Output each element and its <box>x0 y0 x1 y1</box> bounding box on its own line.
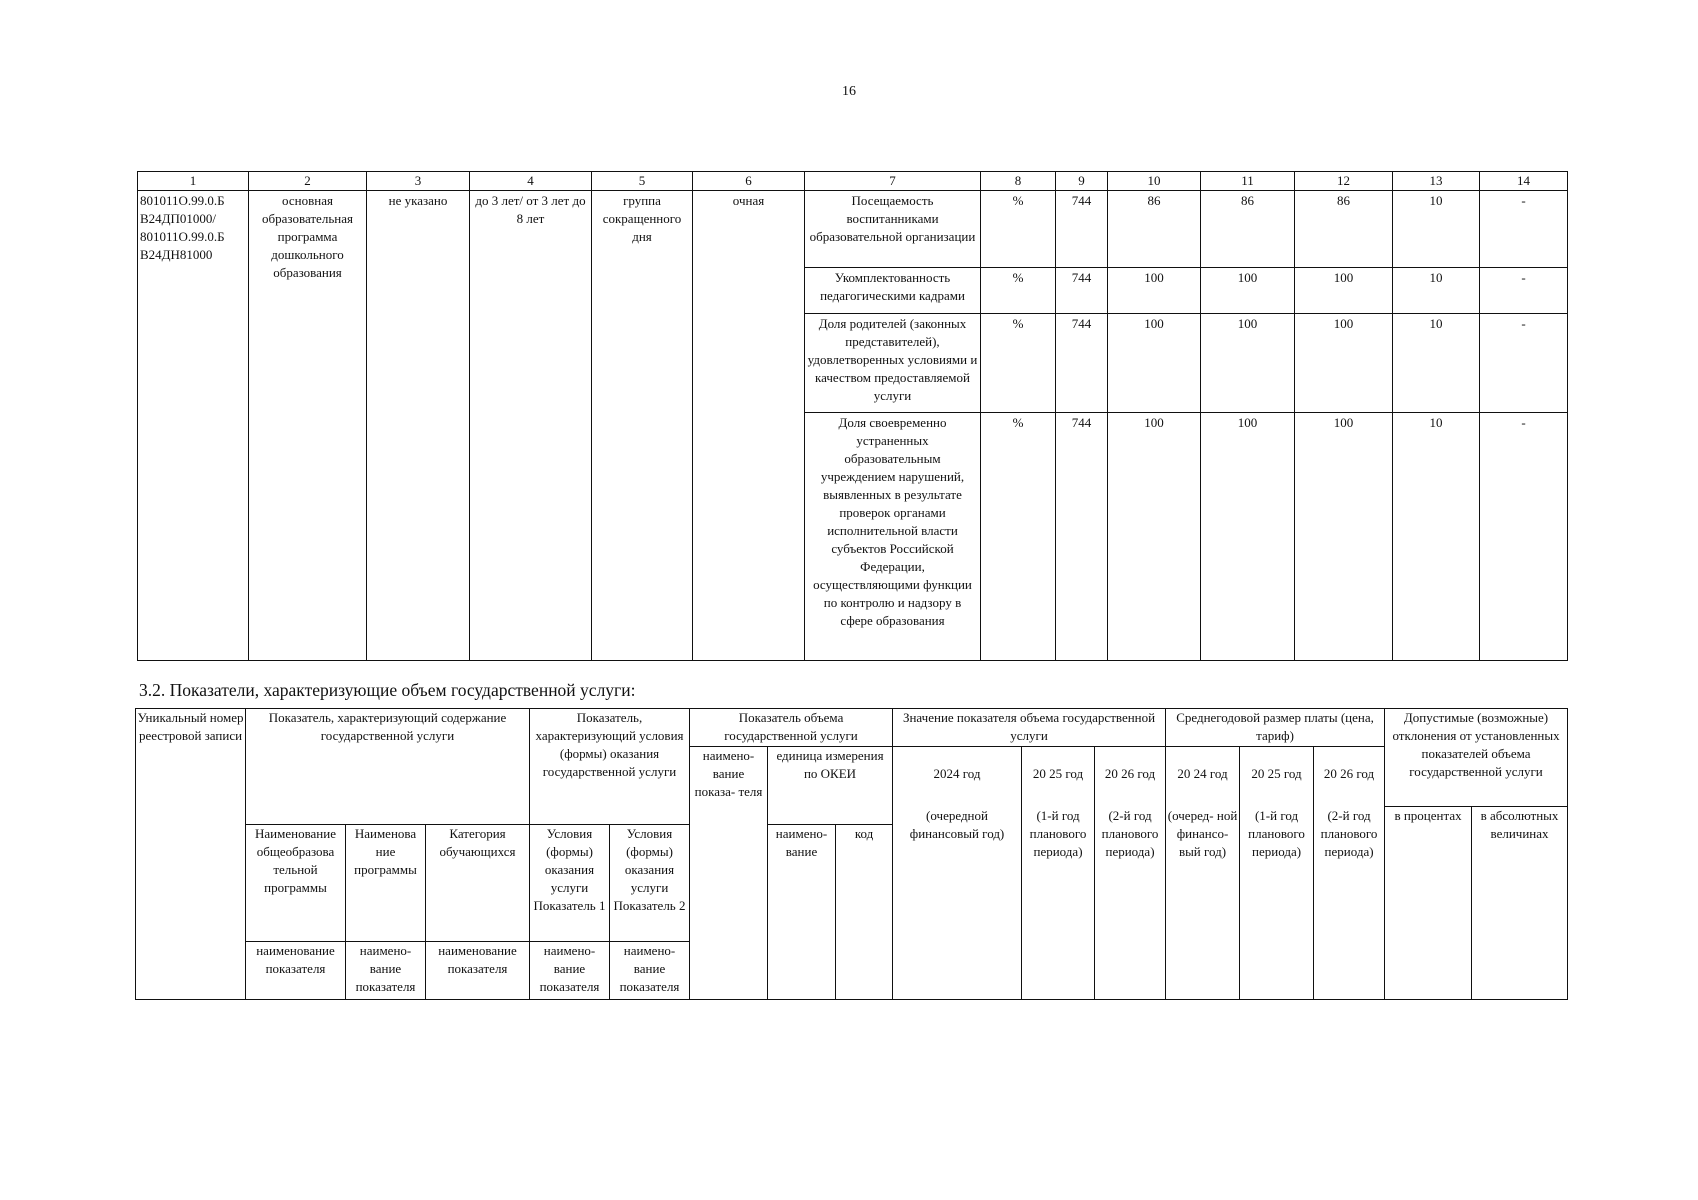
value-2025: 100 <box>1201 268 1295 314</box>
volume-name-header: наимено- вание показа- теля <box>690 747 768 1000</box>
program-name-header: Наименование общеобразова тельной программы <box>246 825 346 942</box>
condition-indicator-header: Показатель, характеризующий условия (формы) оказания государственной услуги <box>530 709 690 825</box>
col-number: 10 <box>1108 172 1201 191</box>
tolerance-percent: 10 <box>1393 413 1480 661</box>
fee-2026-header: 20 26 год <box>1314 747 1385 807</box>
tolerance-percent: 10 <box>1393 314 1480 413</box>
indicator-name: Укомплектованность педагогическими кадрами <box>805 268 981 314</box>
fee-2026-sub: (2-й год планового периода) <box>1314 807 1385 1000</box>
unique-number-header: Уникальный номер реестровой записи <box>136 709 246 1000</box>
value-2026: 86 <box>1295 191 1393 268</box>
registry-number: 801011О.99.0.Б В24ДП01000/ 801011О.99.0.Б В24ДН81000 <box>138 191 249 661</box>
col-number: 1 <box>138 172 249 191</box>
col-number: 7 <box>805 172 981 191</box>
year-2026-sub: (2-й год планового периода) <box>1095 807 1166 1000</box>
table-row <box>138 191 1568 268</box>
quality-indicators-table <box>137 171 1568 661</box>
col-number: 12 <box>1295 172 1393 191</box>
year-2025-sub: (1-й год планового периода) <box>1022 807 1095 1000</box>
age-range: до 3 лет/ от 3 лет до 8 лет <box>470 191 592 661</box>
category: не указано <box>367 191 470 661</box>
tolerance-absolute: - <box>1480 413 1568 661</box>
indicator-name: Доля своевременно устраненных образовательным учреждением нарушений, выявленных в результате проверок органами исполнительной власти субъектов Российской Федерации, осуществляющими функции по контролю и надзору в сфере образования <box>805 413 981 661</box>
indicator-name-label: наимено- вание показателя <box>346 942 426 1000</box>
indicator-name-label: наименование показателя <box>246 942 346 1000</box>
unit: % <box>981 413 1056 661</box>
year-2024-header: 2024 год <box>893 747 1022 807</box>
col-number: 6 <box>693 172 805 191</box>
col-number: 9 <box>1056 172 1108 191</box>
year-2024-sub: (очередной финансовый год) <box>893 807 1022 1000</box>
okei-code: 744 <box>1056 413 1108 661</box>
fee-2025-sub: (1-й год планового периода) <box>1240 807 1314 1000</box>
deviation-header: Допустимые (возможные) отклонения от установленных показателей объема государственной услуги <box>1385 709 1568 807</box>
value-2026: 100 <box>1295 413 1393 661</box>
col-number: 5 <box>592 172 693 191</box>
tolerance-percent: 10 <box>1393 268 1480 314</box>
indicator-name-label: наименование показателя <box>426 942 530 1000</box>
value-2024: 100 <box>1108 268 1201 314</box>
table-row <box>136 709 1568 747</box>
section-title: 3.2. Показатели, характеризующие объем государственной услуги: <box>139 680 636 700</box>
fee-2025-header: 20 25 год <box>1240 747 1314 807</box>
col-number: 3 <box>367 172 470 191</box>
tolerance-absolute: - <box>1480 268 1568 314</box>
tolerance-absolute: - <box>1480 191 1568 268</box>
indicator-name-label: наимено- вание показателя <box>530 942 610 1000</box>
category-header: Категория обучающихся <box>426 825 530 942</box>
value-2024: 86 <box>1108 191 1201 268</box>
value-2024: 100 <box>1108 413 1201 661</box>
unit: % <box>981 191 1056 268</box>
unit-name-header: наимено- вание <box>768 825 836 1000</box>
fee-2024-sub: (очеред- ной финансо- вый год) <box>1166 807 1240 1000</box>
tolerance-absolute: - <box>1480 314 1568 413</box>
col-number: 11 <box>1201 172 1295 191</box>
unit: % <box>981 314 1056 413</box>
okei-code: 744 <box>1056 314 1108 413</box>
education-form: очная <box>693 191 805 661</box>
program-header: Наименова ние программы <box>346 825 426 942</box>
okei-code: 744 <box>1056 268 1108 314</box>
content-indicator-header: Показатель, характеризующий содержание государственной услуги <box>246 709 530 825</box>
deviation-absolute-header: в абсолютных величинах <box>1472 807 1568 1000</box>
group-type: группа сокращенного дня <box>592 191 693 661</box>
value-2024: 100 <box>1108 314 1201 413</box>
col-number: 2 <box>249 172 367 191</box>
volume-indicator-header: Показатель объема государственной услуги <box>690 709 893 747</box>
condition-2-header: Условия (формы) оказания услуги Показатель 2 <box>610 825 690 942</box>
year-2026-header: 20 26 год <box>1095 747 1166 807</box>
tolerance-percent: 10 <box>1393 191 1480 268</box>
deviation-percent-header: в процентах <box>1385 807 1472 1000</box>
volume-value-header: Значение показателя объема государственной услуги <box>893 709 1166 747</box>
program-name: основная образовательная программа дошкольного образования <box>249 191 367 661</box>
col-number: 14 <box>1480 172 1568 191</box>
col-number: 8 <box>981 172 1056 191</box>
unit-spacer <box>768 807 893 825</box>
unit: % <box>981 268 1056 314</box>
value-2026: 100 <box>1295 268 1393 314</box>
col-number: 4 <box>470 172 592 191</box>
unit-header: единица измерения по ОКЕИ <box>768 747 893 807</box>
value-2025: 100 <box>1201 413 1295 661</box>
fee-header: Среднегодовой размер платы (цена, тариф) <box>1166 709 1385 747</box>
page-number: 16 <box>842 84 856 99</box>
indicator-name-label: наимено- вание показателя <box>610 942 690 1000</box>
value-2025: 100 <box>1201 314 1295 413</box>
okei-code: 744 <box>1056 191 1108 268</box>
value-2026: 100 <box>1295 314 1393 413</box>
fee-2024-header: 20 24 год <box>1166 747 1240 807</box>
indicator-name: Посещаемость воспитанниками образовательной организации <box>805 191 981 268</box>
indicator-name: Доля родителей (законных представителей), удовлетворенных условиями и качеством предоставляемой услуги <box>805 314 981 413</box>
unit-code-header: код <box>836 825 893 1000</box>
column-number-row <box>138 172 1568 191</box>
year-2025-header: 20 25 год <box>1022 747 1095 807</box>
volume-indicators-table <box>135 708 1568 1000</box>
value-2025: 86 <box>1201 191 1295 268</box>
condition-1-header: Условия (формы) оказания услуги Показатель 1 <box>530 825 610 942</box>
col-number: 13 <box>1393 172 1480 191</box>
